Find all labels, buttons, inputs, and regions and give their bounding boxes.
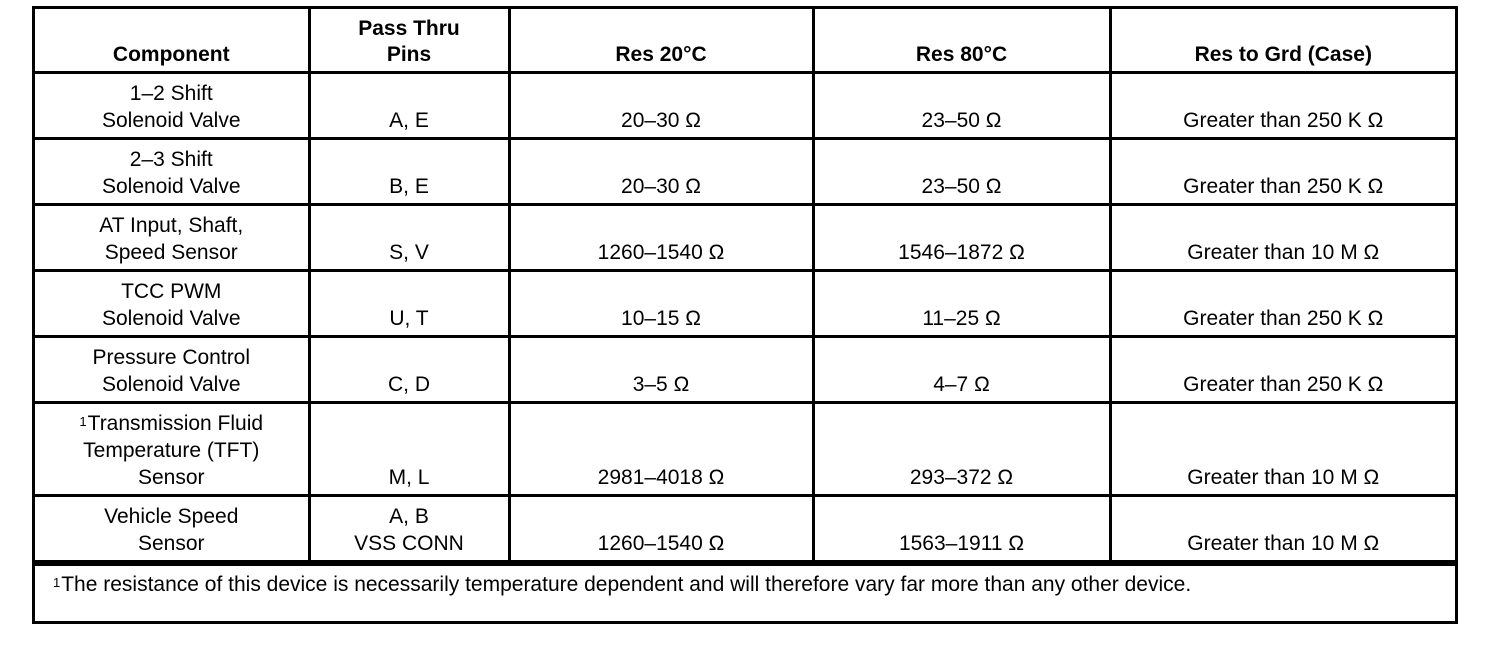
header-res-20c: Res 20°C xyxy=(509,9,813,72)
res-80c-cell: 4–7 Ω xyxy=(813,336,1110,402)
res-to-ground-cell: Greater than 10 M Ω xyxy=(1110,204,1455,270)
pins-line2: VSS CONN xyxy=(354,531,464,555)
pins-cell: U, T xyxy=(309,270,509,336)
component-cell xyxy=(35,204,309,270)
component-cell xyxy=(35,402,309,495)
table-row xyxy=(35,270,1455,336)
res-20c-cell: 10–15 Ω xyxy=(509,270,813,336)
component-name-line1: 1–2 Shift xyxy=(129,81,213,105)
res-80c-cell: 23–50 Ω xyxy=(813,138,1110,204)
table-row xyxy=(35,495,1455,561)
resistance-spec-table-frame xyxy=(32,6,1458,624)
header-component: Component xyxy=(35,9,309,72)
component-name-line1: 2–3 Shift xyxy=(129,147,213,171)
component-cell xyxy=(35,72,309,138)
component-name-line2: Temperature (TFT) xyxy=(83,438,260,462)
component-name-line1: Pressure Control xyxy=(92,345,251,369)
pins-cell: S, V xyxy=(309,204,509,270)
component-name-line2: Sensor xyxy=(137,531,205,555)
resistance-spec-table xyxy=(35,9,1455,563)
res-to-ground-cell: Greater than 250 K Ω xyxy=(1110,270,1455,336)
component-name-line2: Solenoid Valve xyxy=(101,306,241,330)
res-20c-cell: 1260–1540 Ω xyxy=(509,495,813,561)
pins-cell: M, L xyxy=(309,402,509,495)
res-20c-cell: 3–5 Ω xyxy=(509,336,813,402)
res-20c-cell: 1260–1540 Ω xyxy=(509,204,813,270)
res-80c-cell: 1546–1872 Ω xyxy=(813,204,1110,270)
component-cell xyxy=(35,138,309,204)
res-to-ground-cell: Greater than 250 K Ω xyxy=(1110,72,1455,138)
component-name-line2: Solenoid Valve xyxy=(101,108,241,132)
res-80c-cell: 293–372 Ω xyxy=(813,402,1110,495)
header-pins-line1: Pass Thru xyxy=(358,16,460,40)
table-header-row xyxy=(35,9,1455,72)
table-row xyxy=(35,138,1455,204)
table-row xyxy=(35,72,1455,138)
res-to-ground-cell: Greater than 250 K Ω xyxy=(1110,336,1455,402)
component-name-line1 xyxy=(39,410,304,437)
res-20c-cell: 2981–4018 Ω xyxy=(509,402,813,495)
res-80c-cell: 23–50 Ω xyxy=(813,72,1110,138)
res-20c-cell: 20–30 Ω xyxy=(509,72,813,138)
table-row xyxy=(35,402,1455,495)
component-cell xyxy=(35,270,309,336)
pins-cell xyxy=(309,495,509,561)
header-pins-line2: Pins xyxy=(386,42,432,66)
component-name-line1: AT Input, Shaft, xyxy=(99,213,244,237)
res-to-ground-cell: Greater than 250 K Ω xyxy=(1110,138,1455,204)
pins-line1: A, B xyxy=(389,504,429,528)
component-name-text: Transmission Fluid xyxy=(87,411,264,435)
header-pass-thru-pins xyxy=(309,9,509,72)
component-name-line2: Speed Sensor xyxy=(104,240,238,264)
component-cell xyxy=(35,495,309,561)
component-name-line2: Solenoid Valve xyxy=(101,372,241,396)
footnote-text: The resistance of this device is necessarily temperature dependent and will therefore vary far more than any other device. xyxy=(61,572,1192,596)
component-name-line1: TCC PWM xyxy=(121,279,222,303)
res-to-ground-cell: Greater than 10 M Ω xyxy=(1110,402,1455,495)
component-name-line2: Solenoid Valve xyxy=(101,174,241,198)
header-res-80c: Res 80°C xyxy=(813,9,1110,72)
component-cell xyxy=(35,336,309,402)
table-row xyxy=(35,204,1455,270)
pins-cell: C, D xyxy=(309,336,509,402)
footnote-marker: 1 xyxy=(79,413,87,429)
res-80c-cell: 1563–1911 Ω xyxy=(813,495,1110,561)
pins-cell: A, E xyxy=(309,72,509,138)
table-footnote xyxy=(35,563,1455,629)
res-to-ground-cell: Greater than 10 M Ω xyxy=(1110,495,1455,561)
res-80c-cell: 11–25 Ω xyxy=(813,270,1110,336)
header-res-to-ground: Res to Grd (Case) xyxy=(1110,9,1455,72)
res-20c-cell: 20–30 Ω xyxy=(509,138,813,204)
footnote-marker: 1 xyxy=(53,574,61,590)
component-name-line3: Sensor xyxy=(137,465,205,489)
pins-cell: B, E xyxy=(309,138,509,204)
table-row xyxy=(35,336,1455,402)
component-name-line1: Vehicle Speed xyxy=(104,504,239,528)
